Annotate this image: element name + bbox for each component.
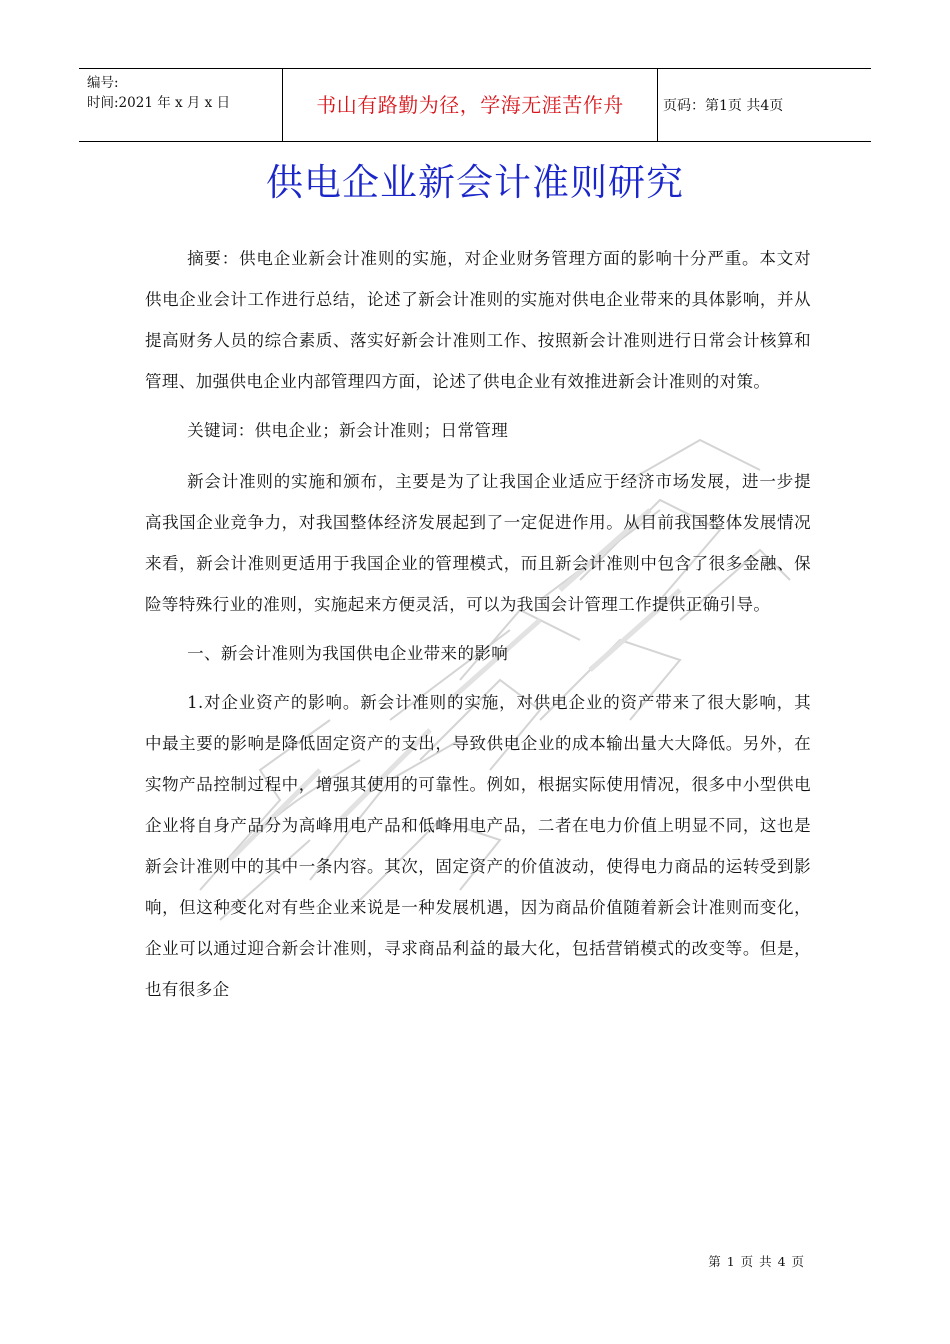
section-heading: 一、新会计准则为我国供电企业带来的影响 xyxy=(187,644,509,663)
number-label: 编号: xyxy=(87,75,119,91)
header-meta-cell xyxy=(79,69,282,141)
page-footer: 第 1 页 共 4 页 xyxy=(708,1254,805,1269)
header-motto-cell xyxy=(282,69,658,141)
body-text xyxy=(145,238,811,1018)
keywords-paragraph: 关键词：供电企业；新会计准则；日常管理 xyxy=(187,421,509,440)
abstract-paragraph: 摘要：供电企业新会计准则的实施，对企业财务管理方面的影响十分严重。本文对供电企业会计工作进行总结，论述了新会计准则的实施对供电企业带来的具体影响，并从提高财务人员的综合素质、落实好新会计准则工作、按照新会计准则进行日常会计核算和管理、加强供电企业内部管理四方面，论述了供电企业有效推进新会计准则的对策。 xyxy=(145,249,811,391)
header-page-cell xyxy=(657,69,871,141)
page-info: 页码：第1页 共4页 xyxy=(663,98,784,114)
document-title: 供电企业新会计准则研究 xyxy=(266,161,684,204)
intro-paragraph: 新会计准则的实施和颁布，主要是为了让我国企业适应于经济市场发展，进一步提高我国企业竞争力，对我国整体经济发展起到了一定促进作用。从目前我国整体发展情况来看，新会计准则更适用于我国企业的管理模式，而且新会计准则中包含了很多金融、保险等特殊行业的准则，实施起来方便灵活，可以为我国会计管理工作提供正确引导。 xyxy=(145,472,811,614)
section-paragraph: 1.对企业资产的影响。新会计准则的实施，对供电企业的资产带来了很大影响，其中最主要的影响是降低固定资产的支出，导致供电企业的成本输出量大大降低。另外，在实物产品控制过程中，增强其使用的可靠性。例如，根据实际使用情况，很多中小型供电企业将自身产品分为高峰用电产品和低峰用电产品，二者在电力价值上明显不同，这也是新会计准则中的其中一条内容。其次，固定资产的价值波动，使得电力商品的运转受到影响，但这种变化对有些企业来说是一种发展机遇，因为商品价值随着新会计准则而变化，企业可以通过迎合新会计准则，寻求商品利益的最大化，包括营销模式的改变等。但是，也有很多企 xyxy=(145,693,811,999)
header-table xyxy=(79,68,871,142)
motto-text: 书山有路勤为径，学海无涯苦作舟 xyxy=(316,93,624,117)
time-label: 时间:2021 年 x 月 x 日 xyxy=(87,95,231,111)
